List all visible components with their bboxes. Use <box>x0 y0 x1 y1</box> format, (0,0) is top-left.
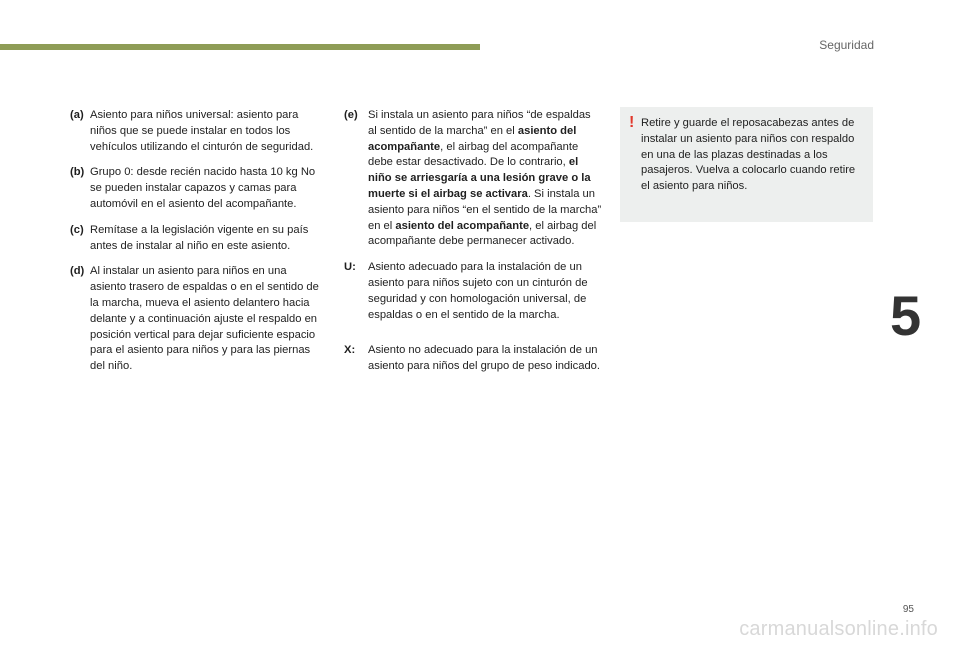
item-text: Grupo 0: desde recién nacido hasta 10 kg No se pueden instalar capazos y camas para automóvil en el asiento del acompañante. <box>90 166 316 210</box>
item-text: Al instalar un asiento para niños en una asiento trasero de espaldas o en el sentido de la marcha, mueva el asiento delantero hacia delante y a continuación ajuste el respaldo en posición vertical para dejar suficiente espacio para el asiento para niños y para las piernas del niño. <box>90 265 319 373</box>
bold-segment: asiento del acompañante <box>368 124 577 153</box>
list-item-e <box>344 108 602 250</box>
item-text: Asiento para niños universal: asiento para niños que se puede instalar en todos los vehículos utilizando el cinturón de seguridad. <box>90 109 314 153</box>
text-segment: . Si instala un asiento para niños “en el sentido de la marcha” en el <box>368 187 602 232</box>
list-item <box>70 264 322 375</box>
item-code: (b) <box>70 166 85 179</box>
item-code: (d) <box>70 265 85 278</box>
item-code: (c) <box>70 223 84 236</box>
warning-text: Retire y guarde el reposacabezas antes de instalar un asiento para niños con respaldo en una de las plazas destinadas a los pasajeros. Vuelva a colocarlo cuando retire el asiento para niños. <box>641 117 856 193</box>
list-item-u <box>344 260 602 323</box>
item-text: Remítase a la legislación vigente en su país antes de instalar al niño en este asiento. <box>90 223 309 252</box>
watermark: carmanualsonline.info <box>739 618 938 640</box>
header-accent-bar <box>0 44 480 50</box>
text-segment: Si instala un asiento para niños “de espaldas al sentido de la marcha” en el <box>368 109 591 137</box>
exclamation-icon: ! <box>629 114 635 131</box>
middle-column <box>344 108 602 385</box>
left-column <box>70 108 322 385</box>
chapter-number: 5 <box>890 284 922 347</box>
list-item <box>70 165 322 212</box>
list-item-x <box>344 343 602 375</box>
warning-box <box>620 107 873 222</box>
page-number: 95 <box>902 604 914 615</box>
list-item <box>70 108 322 155</box>
item-text <box>368 108 602 250</box>
bold-segment: asiento del acompañante <box>395 219 530 232</box>
item-code: (e) <box>344 109 358 121</box>
item-text: Asiento no adecuado para la instalación de un asiento para niños del grupo de peso indicado. <box>368 344 600 373</box>
section-title: Seguridad <box>819 38 874 52</box>
text-segment: , el airbag del acompañante debe estar desactivado. De lo contrario, <box>368 140 579 169</box>
list-item <box>70 223 322 255</box>
text-segment: , el airbag del acompañante debe permanecer activado. <box>368 219 597 248</box>
bold-segment: el niño se arriesgaría a una lesión grave o la muerte si el airbag se activara <box>368 156 591 200</box>
item-code: U: <box>344 261 356 274</box>
item-text: Asiento adecuado para la instalación de un asiento para niños sujeto con un cinturón de seguridad y con homologación universal, de espaldas o en el sentido de la marcha. <box>368 261 588 321</box>
item-code: (a) <box>70 109 84 121</box>
item-code: X: <box>344 344 356 357</box>
